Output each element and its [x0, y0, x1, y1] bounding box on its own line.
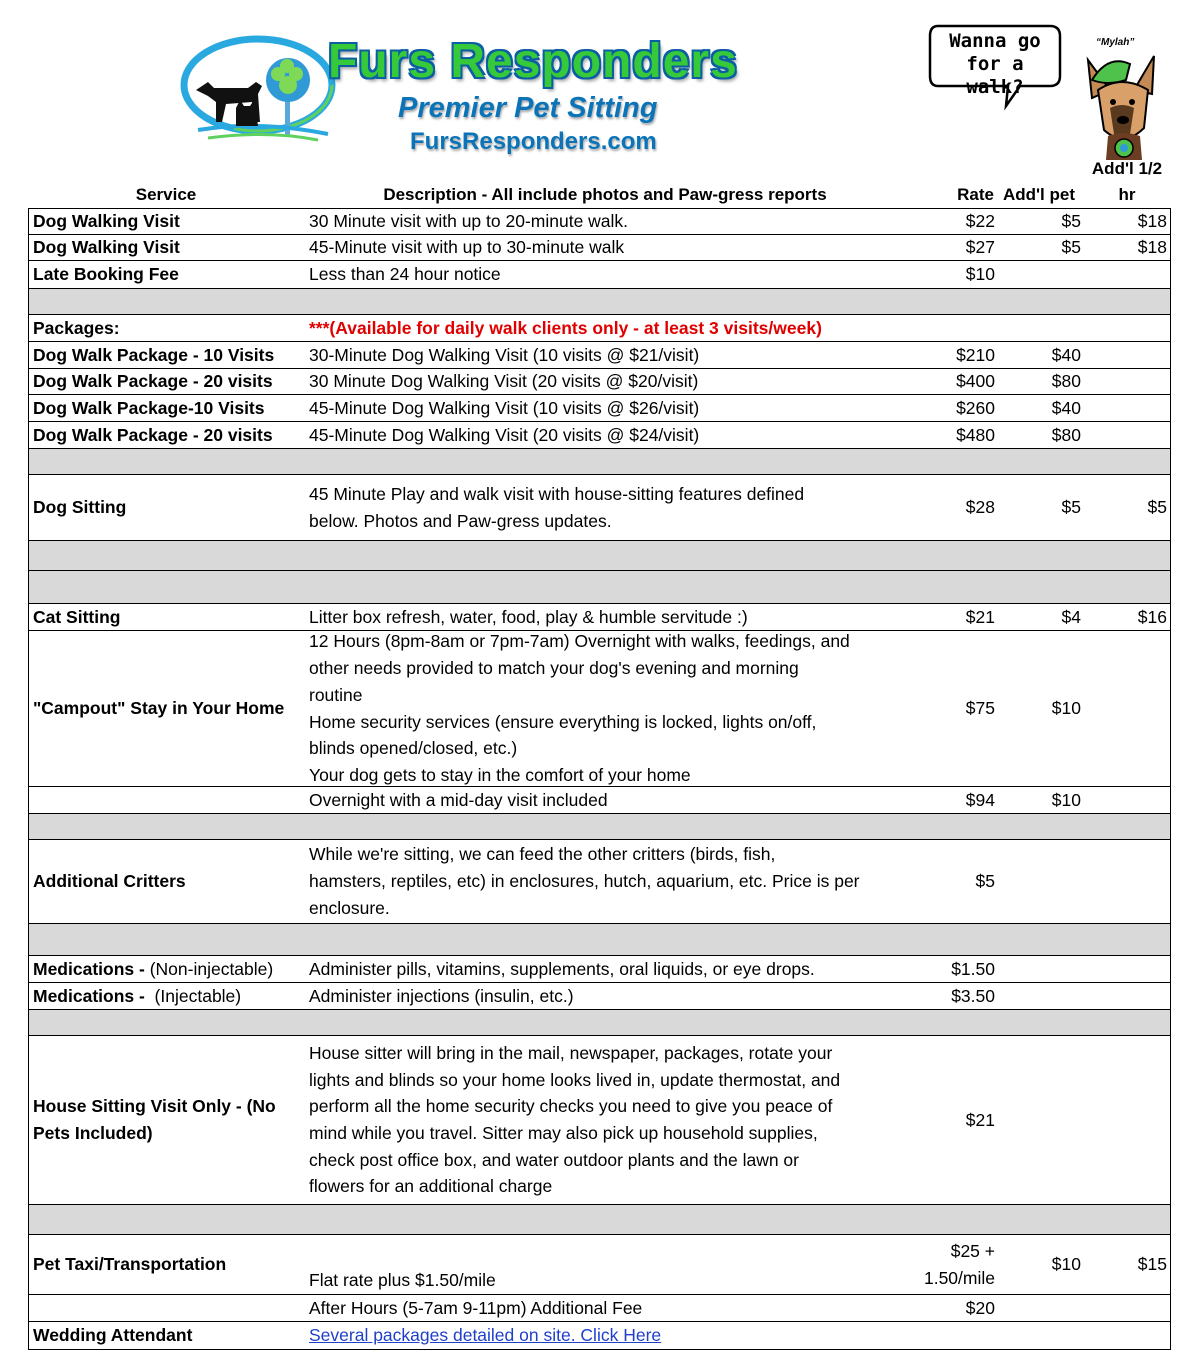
service-name: House Sitting Visit Only - (No Pets Included) — [33, 1096, 276, 1143]
service-name: Packages: — [33, 317, 120, 338]
addl-half-hr-value — [1085, 342, 1167, 368]
service-description: 45 Minute Play and walk visit with house-sitting features defined below. Photos and Paw-gress updates. — [309, 483, 805, 531]
addl-pet-value — [999, 261, 1081, 288]
addl-half-hr-value — [1085, 787, 1167, 813]
separator-row — [28, 1010, 1171, 1036]
service-name: Wedding Attendant — [33, 1325, 193, 1346]
column-header-addl-half-hr: Add'l 1/2 — [1091, 159, 1163, 178]
rate-value: $5 — [975, 871, 995, 892]
addl-half-hr-value — [1085, 840, 1167, 923]
rate-value: $10 — [965, 264, 995, 285]
service-name — [33, 956, 303, 982]
logo-website: FursResponders.com — [410, 128, 657, 155]
addl-pet-value — [999, 1036, 1081, 1204]
rate-value: $20 — [965, 1297, 995, 1318]
table-row — [28, 787, 1171, 814]
table-row — [28, 369, 1171, 395]
service-name: Additional Critters — [33, 871, 186, 892]
addl-pet-value: $40 — [1051, 344, 1081, 365]
table-row — [28, 395, 1171, 422]
addl-half-hr-value — [1085, 983, 1167, 1009]
wedding-packages-link[interactable]: Several packages detailed on site. Click Here — [309, 1325, 662, 1346]
addl-half-hr-value — [1085, 956, 1167, 982]
service-name: Dog Sitting — [33, 497, 127, 518]
rate-value: $210 — [956, 344, 995, 365]
separator-row — [28, 289, 1171, 315]
service-name — [33, 1295, 303, 1321]
addl-half-hr-value — [1085, 1036, 1167, 1204]
separator-row — [28, 814, 1171, 840]
service-description: After Hours (5-7am 9-11pm) Additional Fee — [309, 1297, 643, 1318]
table-row — [28, 631, 1171, 787]
addl-pet-value — [999, 315, 1081, 341]
table-row — [28, 956, 1171, 983]
service-description: Flat rate plus $1.50/mile — [309, 1270, 496, 1291]
addl-pet-value — [999, 1295, 1081, 1321]
service-description: Administer pills, vitamins, supplements, oral liquids, or eye drops. — [309, 958, 815, 979]
separator-row — [28, 924, 1171, 956]
addl-half-hr-value — [1085, 369, 1167, 394]
service-name: "Campout" Stay in Your Home — [33, 698, 285, 719]
rate-value: $25 + 1.50/mile — [923, 1240, 995, 1288]
addl-pet-value — [999, 983, 1081, 1009]
addl-pet-value — [999, 1322, 1081, 1349]
addl-pet-value: $10 — [1051, 1254, 1081, 1275]
addl-half-hr-value — [1085, 631, 1167, 786]
rate-value: $22 — [965, 211, 995, 232]
rate-value: $480 — [956, 424, 995, 445]
table-row — [28, 208, 1171, 235]
addl-half-hr-value — [1085, 1322, 1167, 1349]
service-description: House sitter will bring in the mail, newspaper, packages, rotate your lights and blinds so your home looks lived in, update thermostat, and perform all the home security checks you need to give you peace of mind while you travel. Sitter may also pick up household supplies, check post office box, and water outdoor plants and the lawn or flowers for an additional charge — [309, 1042, 841, 1197]
rate-value: $27 — [965, 237, 995, 258]
separator-row — [28, 449, 1171, 475]
table-row — [28, 604, 1171, 631]
rate-value — [889, 315, 995, 341]
addl-pet-value: $40 — [1051, 397, 1081, 418]
addl-half-hr-value: $18 — [1137, 211, 1167, 232]
addl-pet-value: $80 — [1051, 371, 1081, 392]
column-header-service: Service — [135, 185, 197, 204]
service-description: 30-Minute Dog Walking Visit (10 visits @ $21/visit) — [309, 344, 700, 365]
service-description: Overnight with a mid-day visit included — [309, 789, 608, 810]
rate-value: $260 — [956, 397, 995, 418]
table-row — [28, 342, 1171, 369]
service-description: 12 Hours (8pm-8am or 7pm-7am) Overnight with walks, feedings, and other needs provided to match your dog's evening and morning routine Home security services (ensure everything is locked, lights on/off, blinds opened/closed, etc.) Your dog gets to stay in the comfort of your home — [309, 631, 850, 785]
service-name: Dog Walk Package - 10 Visits — [33, 344, 275, 365]
service-description: Litter box refresh, water, food, play & humble servitude :) — [309, 606, 748, 627]
service-name: Dog Walk Package - 20 visits — [33, 424, 273, 445]
table-row — [28, 422, 1171, 449]
service-name: Dog Walking Visit — [33, 237, 180, 258]
service-description: 30 Minute Dog Walking Visit (20 visits @ $20/visit) — [309, 371, 699, 392]
rate-value: $400 — [956, 371, 995, 392]
separator-row — [28, 1205, 1171, 1235]
table-row — [28, 475, 1171, 541]
rate-table — [28, 208, 1171, 1350]
addl-half-hr-value: $18 — [1137, 237, 1167, 258]
rate-value: $3.50 — [951, 985, 995, 1006]
table-row — [28, 235, 1171, 261]
rate-value: $75 — [965, 698, 995, 719]
service-label: Medications - — [33, 985, 145, 1006]
addl-pet-value: $80 — [1051, 424, 1081, 445]
service-note: (Non-injectable) — [144, 958, 274, 979]
addl-half-hr-value: $16 — [1137, 606, 1167, 627]
service-name: Pet Taxi/Transportation — [33, 1254, 227, 1275]
addl-pet-value: $5 — [1061, 237, 1081, 258]
service-description: Administer injections (insulin, etc.) — [309, 985, 574, 1006]
table-row — [28, 1322, 1171, 1350]
addl-half-hr-value — [1085, 422, 1167, 448]
table-row — [28, 1036, 1171, 1205]
speech-bubble-text: Wanna go for a walk? — [949, 30, 1041, 98]
service-name: Dog Walk Package - 20 visits — [33, 371, 273, 392]
addl-half-hr-value — [1085, 315, 1167, 341]
dog-mascot-icon — [1068, 50, 1178, 160]
rate-value: $21 — [965, 606, 995, 627]
addl-pet-value — [999, 956, 1081, 982]
rate-value: $21 — [965, 1109, 995, 1130]
separator-row — [28, 541, 1171, 571]
table-row — [28, 1295, 1171, 1322]
column-header-addl-half-hr-unit: hr — [1118, 185, 1136, 204]
rate-value — [889, 1322, 995, 1349]
logo-title: Furs Responders — [328, 35, 738, 88]
description-cell — [309, 1322, 909, 1349]
addl-pet-value: $5 — [1061, 497, 1081, 518]
service-description: 30 Minute visit with up to 20-minute walk. — [309, 211, 629, 232]
addl-pet-value: $5 — [1061, 211, 1081, 232]
logo — [178, 30, 798, 160]
logo-pets-icon — [178, 30, 338, 155]
separator-row — [28, 571, 1171, 604]
logo-tagline: Premier Pet Sitting — [398, 92, 658, 124]
rate-value: $94 — [965, 789, 995, 810]
service-description: 45-Minute Dog Walking Visit (10 visits @ $26/visit) — [309, 397, 700, 418]
addl-half-hr-value: $15 — [1137, 1254, 1167, 1275]
service-name — [33, 787, 303, 813]
service-name: Dog Walking Visit — [33, 211, 180, 232]
addl-half-hr-value — [1085, 1295, 1167, 1321]
addl-pet-value: $10 — [1051, 789, 1081, 810]
service-description: While we're sitting, we can feed the other critters (birds, fish, hamsters, reptiles, etc) in enclosures, hutch, aquarium, etc. Price is per enclosure. — [309, 844, 860, 918]
addl-pet-value: $4 — [1061, 606, 1081, 627]
addl-pet-value: $10 — [1051, 698, 1081, 719]
addl-half-hr-value: $5 — [1147, 497, 1167, 518]
addl-pet-value — [999, 840, 1081, 923]
table-row — [28, 983, 1171, 1010]
service-name: Dog Walk Package-10 Visits — [33, 397, 265, 418]
packages-notice: ***(Available for daily walk clients only - at least 3 visits/week) — [309, 317, 822, 338]
column-header-rate: Rate — [957, 185, 994, 204]
addl-half-hr-value — [1085, 395, 1167, 421]
mascot-name: “Mylah” — [1096, 37, 1135, 48]
service-label: Medications - — [33, 958, 145, 979]
addl-half-hr-value — [1085, 261, 1167, 288]
column-header-addl-pet: Add'l pet — [1002, 185, 1076, 204]
service-name: Late Booking Fee — [33, 264, 179, 285]
service-note: (Injectable) — [144, 985, 242, 1006]
service-name — [33, 983, 303, 1009]
service-description: 45-Minute visit with up to 30-minute walk — [309, 237, 625, 258]
table-row — [28, 261, 1171, 289]
service-description: Less than 24 hour notice — [309, 264, 501, 285]
mascot — [928, 22, 1188, 162]
rate-value: $1.50 — [951, 958, 995, 979]
table-row — [28, 840, 1171, 924]
column-header-description: Description - All include photos and Paw-gress reports — [383, 185, 827, 204]
table-row — [28, 315, 1171, 342]
service-description: 45-Minute Dog Walking Visit (20 visits @ $24/visit) — [309, 424, 700, 445]
table-row — [28, 1235, 1171, 1295]
rate-value: $28 — [965, 497, 995, 518]
service-name: Cat Sitting — [33, 606, 121, 627]
